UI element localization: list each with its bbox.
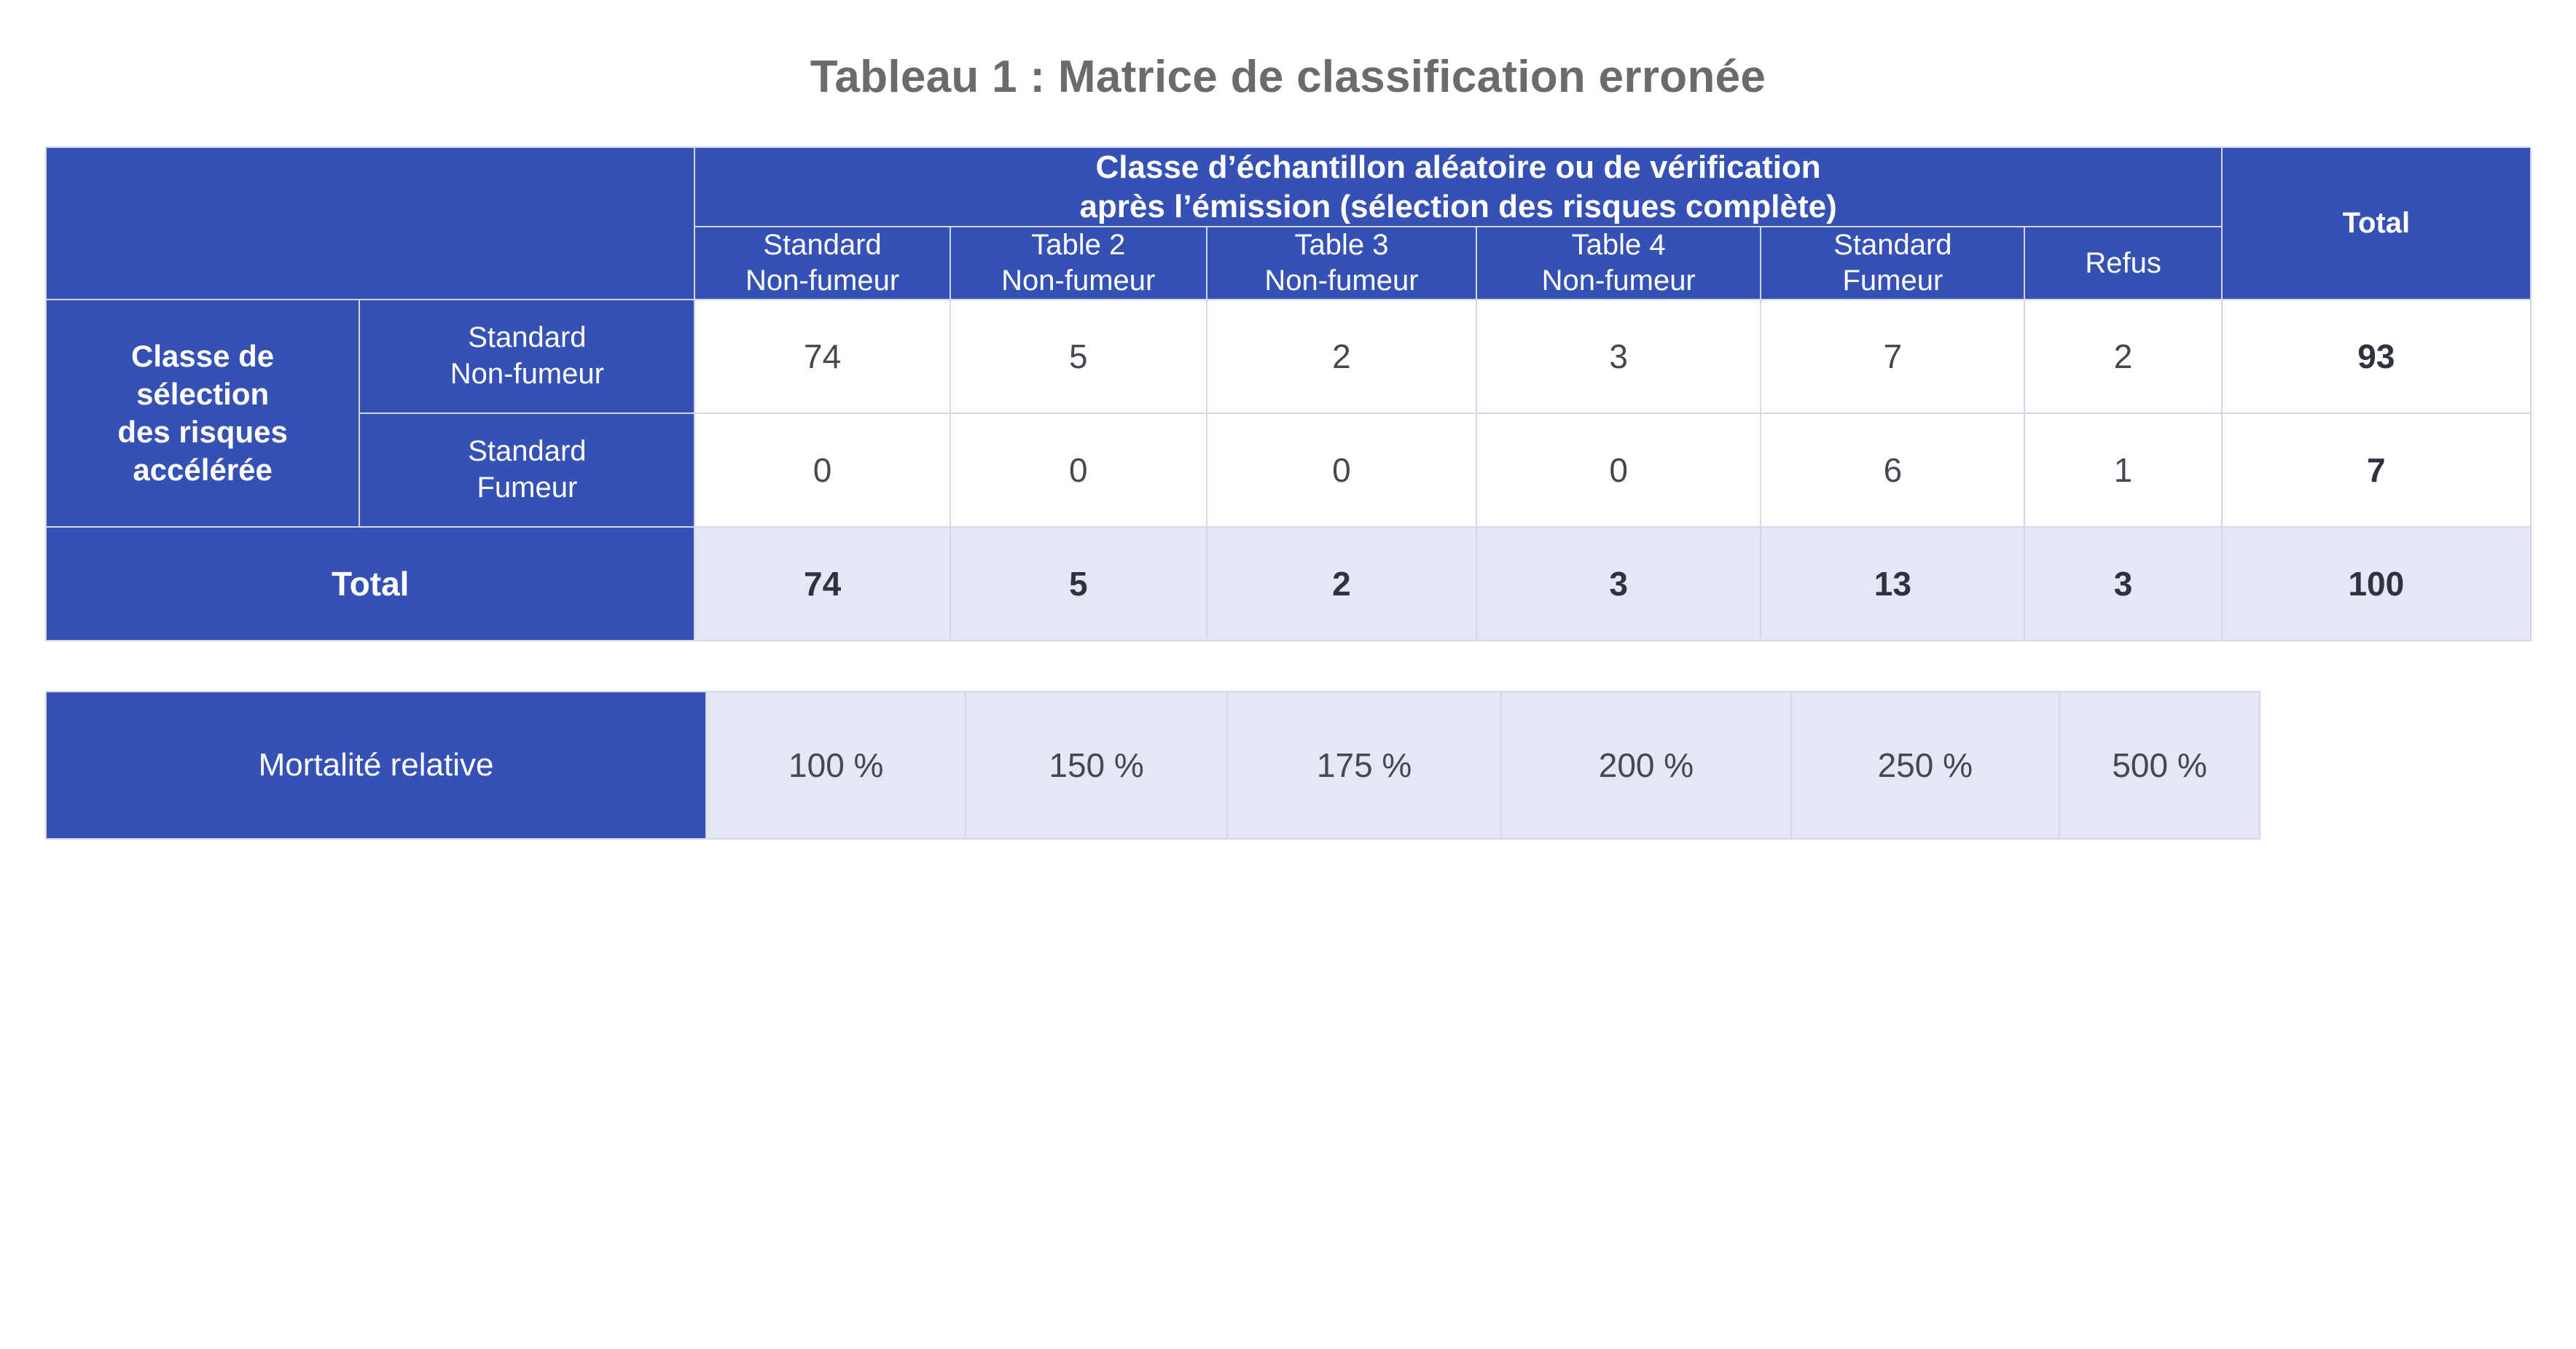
corner-cell-blank: [46, 147, 694, 300]
table-row-group-header: [46, 147, 2531, 227]
column-header-standard-fumeur: [1761, 227, 2024, 300]
cell-r0-total: 93: [2222, 300, 2531, 413]
column-group-header-line2: après l’émission (sélection des risques complète): [1079, 188, 1837, 224]
total-c3: 3: [1476, 527, 1761, 641]
cell-r0-c1: 5: [950, 300, 1207, 413]
column-header-table-4-non-fumeur: [1476, 227, 1761, 300]
column-header-refus: [2024, 227, 2221, 300]
total-row-label: Total: [46, 527, 694, 641]
column-header-table-3-non-fumeur: [1207, 227, 1476, 300]
column-group-header-line1: Classe d’échantillon aléatoire ou de vérification: [1095, 149, 1821, 185]
cell-r0-c5: 2: [2024, 300, 2221, 413]
total-c5: 3: [2024, 527, 2221, 641]
mortality-value-5: 500 %: [2059, 692, 2260, 839]
row-header-line: Standard: [468, 435, 587, 468]
row-group-header-line: des risques: [117, 414, 288, 449]
cell-r1-c5: 1: [2024, 413, 2221, 527]
total-c1: 5: [950, 527, 1207, 641]
total-c0: 74: [694, 527, 950, 641]
row-group-header: [46, 300, 359, 527]
row-header-line: Standard: [468, 321, 587, 354]
column-header-line: Standard: [1833, 229, 1952, 262]
cell-r0-c2: 2: [1207, 300, 1476, 413]
column-header-table-2-non-fumeur: [950, 227, 1207, 300]
column-header-standard-non-fumeur: [694, 227, 950, 300]
row-header-line: Fumeur: [477, 471, 578, 504]
row-group-header-line: accélérée: [133, 453, 273, 488]
cell-r0-c3: 3: [1476, 300, 1761, 413]
table-row: [46, 300, 2531, 413]
cell-r1-c2: 0: [1207, 413, 1476, 527]
column-header-line: Refus: [2085, 246, 2161, 279]
total-grand: 100: [2222, 527, 2531, 641]
cell-r1-c3: 0: [1476, 413, 1761, 527]
mortality-table: [45, 691, 2260, 840]
column-header-line: Table 3: [1294, 229, 1389, 262]
row-header-line: Non-fumeur: [450, 357, 604, 390]
cell-r0-c0: 74: [694, 300, 950, 413]
row-group-header-line: Classe de: [131, 338, 275, 373]
page-title: Tableau 1 : Matrice de classification erronée: [810, 52, 1766, 102]
column-header-line: Table 2: [1031, 229, 1126, 262]
mortality-value-4: 250 %: [1791, 692, 2060, 839]
cell-r1-c4: 6: [1761, 413, 2024, 527]
cell-r1-c1: 0: [950, 413, 1207, 527]
column-header-line: Non-fumeur: [1001, 265, 1156, 297]
total-column-header: Total: [2222, 147, 2531, 300]
row-header-standard-fumeur: [359, 413, 694, 527]
cell-r1-total: 7: [2222, 413, 2531, 527]
row-header-standard-non-fumeur: [359, 300, 694, 413]
column-header-line: Non-fumeur: [1541, 265, 1696, 297]
table-row: [46, 692, 2260, 839]
cell-r0-c4: 7: [1761, 300, 2024, 413]
table-row: [46, 413, 2531, 527]
mortality-value-3: 200 %: [1501, 692, 1790, 839]
relative-mortality-strip: [45, 691, 2576, 840]
column-header-line: Non-fumeur: [745, 265, 900, 297]
misclassification-matrix: [45, 146, 2532, 641]
table-row-total: [46, 527, 2531, 641]
mortality-value-2: 175 %: [1227, 692, 1502, 839]
column-group-header: [694, 147, 2221, 227]
column-header-line: Standard: [763, 229, 882, 262]
column-header-line: Non-fumeur: [1264, 265, 1419, 297]
column-header-line: Table 4: [1571, 229, 1666, 262]
row-group-header-line: sélection: [136, 376, 270, 411]
total-c2: 2: [1207, 527, 1476, 641]
mortality-label: Mortalité relative: [46, 692, 706, 839]
total-c4: 13: [1761, 527, 2024, 641]
mortality-value-1: 150 %: [966, 692, 1226, 839]
column-header-line: Fumeur: [1842, 265, 1943, 297]
matrix-table: [45, 146, 2532, 641]
cell-r1-c0: 0: [694, 413, 950, 527]
mortality-value-0: 100 %: [706, 692, 966, 839]
